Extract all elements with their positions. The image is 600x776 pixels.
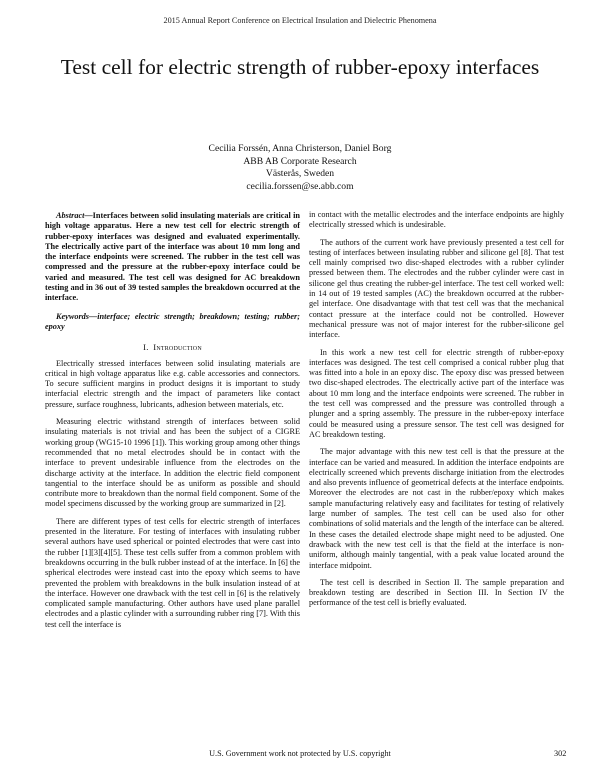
left-column [45,211,300,637]
body-paragraph: The authors of the current work have previously presented a test cell for testing of interfaces between insulating rubber and silicone gel [8]. That test cell mainly comprised two disc-shaped electrodes with a rubber cylinder pressed between them. The electrodes and the rubber cylinder were cast in silicone gel thus creating the rubber-gel interface. The test cell worked well: in 14 out of 19 tested samples (AC) the breakdown occurred at the rubber-gel interface. One disadvantage with that test cell was that the mechanical contact pressure at the interface could not be controlled. However mechanical pressure was not of major interest for the rubber-silicone gel interface. [309,237,564,340]
page-number: 302 [554,749,567,758]
author-email: cecilia.forssen@se.abb.com [246,180,354,192]
section-numeral: I. [143,342,149,353]
author-location: Västerås, Sweden [265,168,335,180]
body-paragraph: The major advantage with this new test cell is that the pressure at the interface can be varied and measured. In addition the interface endpoints are electrically screened which prevents discharge initiation from the electrodes and also prevents influence of geometrical defects at the interface endpoints. Moreover the electrodes are not cast in the rubber/epoxy which makes sample manufacturing relatively easy and facilitates for testing of relatively large number of samples. The test cell can be used also for other combinations of solid materials and the length of the interface can be altered. In these cases the detailed electrode shape might need to be adjusted. One drawback with the new test cell is that the field at the interface is non-uniform, although mainly tangential, with a peak value located around the interface midpoint. [309,447,564,570]
body-paragraph-continued: in contact with the metallic electrodes and the interface endpoints are highly electrically stressed which is undesirable. [309,210,564,230]
body-paragraph: In this work a new test cell for electric strength of rubber-epoxy interfaces was designed. The test cell comprised a conical rubber plug that was fitted into a hole in an epoxy disc. The epoxy disc was pressed between two disc-shaped electrodes. The electrically active part of the interface was about 10 mm long and the interface endpoints were screened. The rubber in the test cell was compressed and the pressure was controlled through a plunger and a spring assembly. The pressure in the rubber-epoxy interface could be measured using a pressure sensor. The test cell was designed for AC breakdown testing. [309,347,564,439]
body-paragraph: Electrically stressed interfaces between solid insulating materials are critical in high voltage apparatus like e.g. cable accessories and connectors. To secure sufficient margins in product designs it is important to study interfacial electric strength and the impact of parameters like contact pressure, surface roughness, lubricants, adhesion between materials, etc. [45,358,300,409]
copyright-notice: U.S. Government work not protected by U.S. copyright [209,749,391,758]
abstract [45,211,300,304]
right-column [309,210,564,616]
abstract-lead: Abstract [56,211,85,220]
author-block [0,143,600,193]
body-paragraph: There are different types of test cells for electric strength of interfaces presented in the literature. For testing of interfaces with insulating rubber several authors have used spherical or pointed electrodes that were cast into the rubber [1][3][4][5]. These test cells suffer from a common problem with breakdowns occurring in the bulk rubber instead of at the interface. In [6] the spherical electrodes were instead cast into the epoxy which seems to have prevented the problem with breakdowns in the bulk insulation instead of at the interface. However one drawback with the test cell in [6] is the relatively complicated sample manufacturing. Other authors have used plane parallel electrodes and a plastic cylinder with a surrounding rubber ring [7]. With this test cell the interface is [45,516,300,629]
author-affiliation: ABB AB Corporate Research [243,155,357,167]
abstract-text: —Interfaces between solid insulating materials are critical in high voltage apparatus. Here a new test cell for electric strength of rubber-epoxy interfaces was designed and evaluated experimentally. The electrically active part of the interface was about 10 mm long and the interface endpoints were screened. The rubber in the test cell was compressed and the pressure at the rubber-epoxy interface could be varied and measured. The test cell was designed for AC breakdown testing and in 36 out of 39 tested samples the breakdown occurred at the interface. [45,211,300,303]
paper-title: Test cell for electric strength of rubber-epoxy interfaces [60,55,540,79]
body-paragraph: Measuring electric withstand strength of interfaces between solid insulating materials is not trivial and has been the subject of a CIGRE working group (WG15-10 1996 [1]). This working group among other things recommended that no metal electrodes should be in contact with the interface to prevent undesirable influence from the electrodes on the discharge activity at the interface. In addition the electric field component tangential to the interface should be as uniform as possible and should contribute more to breakdown than the normal field component. Some of the model specimens discussed by the working group are summarized in [2]. [45,417,300,509]
section-heading-introduction [45,342,300,352]
section-title: Introduction [153,342,202,353]
keywords: Keywords—interface; electric strength; breakdown; testing; rubber; epoxy [45,311,300,331]
body-paragraph: The test cell is described in Section II. The sample preparation and breakdown testing are described in Section III. In Section IV the performance of the test cell is briefly evaluated. [309,577,564,608]
author-names: Cecilia Forssén, Anna Christerson, Daniel Borg [208,143,392,154]
conference-header: 2015 Annual Report Conference on Electrical Insulation and Dielectric Phenomena [163,16,437,25]
